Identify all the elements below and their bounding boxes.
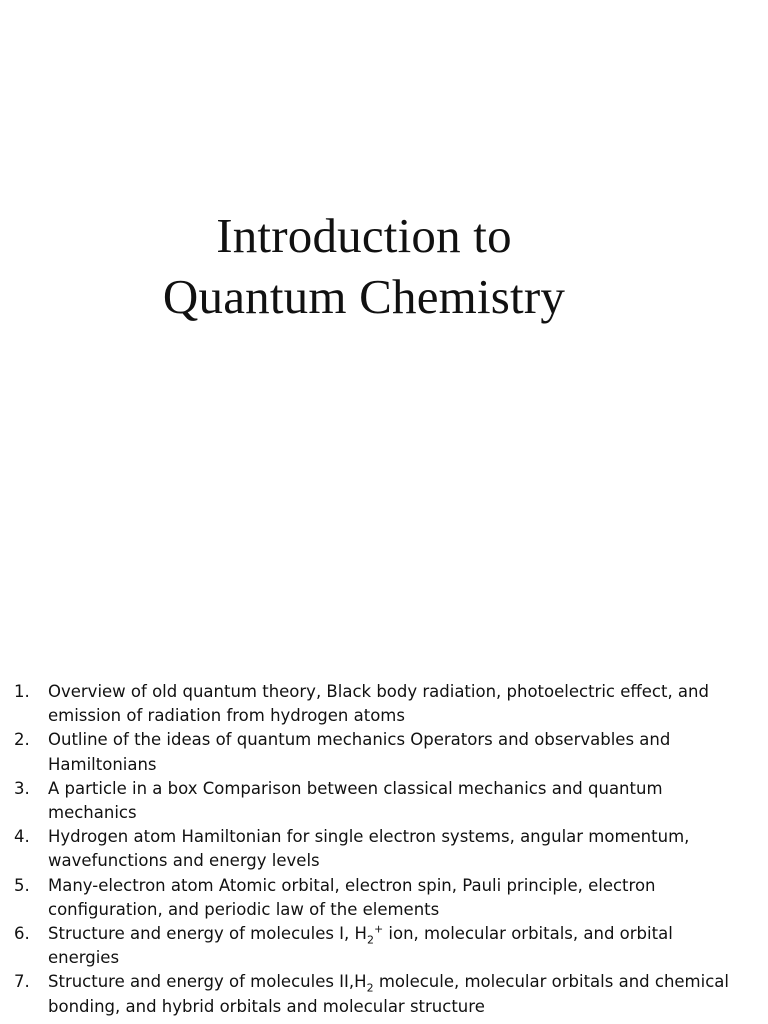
- item-text: Overview of old quantum theory, Black body radiation, photoelectric effect, and emission of radiation from hydrogen atoms: [48, 682, 709, 726]
- item-number: 4.: [14, 827, 30, 847]
- list-item: [14, 728, 734, 776]
- topic-list: [14, 680, 734, 1019]
- title-line-1: Introduction to: [216, 208, 512, 263]
- item-number: 6.: [14, 924, 30, 944]
- list-item: [14, 680, 734, 728]
- list-item: [14, 970, 734, 1018]
- list-item: [14, 825, 734, 873]
- item-text: A particle in a box Comparison between classical mechanics and quantum mechanics: [48, 778, 663, 823]
- title-line-2: Quantum Chemistry: [162, 269, 566, 324]
- list-item: [14, 922, 734, 970]
- item-text: Hydrogen atom Hamiltonian for single electron systems, angular momentum, wavefunctions and energy levels: [48, 827, 690, 871]
- item-number: 2.: [14, 730, 30, 750]
- list-item: [14, 874, 734, 922]
- item-number: 5.: [14, 875, 30, 895]
- item-number: 1.: [14, 682, 30, 701]
- item-text: Structure and energy of molecules I, $H_2^+$ ion, molecular orbitals, and orbital energies: [48, 922, 673, 968]
- page-title: [0, 205, 728, 327]
- item-text: Structure and energy of molecules $II,H_2$ molecule, molecular orbitals and chemical bonding, and hybrid orbitals and molecular structure: [48, 972, 729, 1016]
- item-number: 7.: [14, 972, 30, 992]
- item-number: 3.: [14, 778, 30, 798]
- item-text: Outline of the ideas of quantum mechanics Operators and observables and Hamiltonians: [48, 730, 671, 774]
- list-item: [14, 777, 734, 825]
- item-text: Many-electron atom Atomic orbital, electron spin, Pauli principle, electron configuration, and periodic law of the elements: [48, 875, 656, 919]
